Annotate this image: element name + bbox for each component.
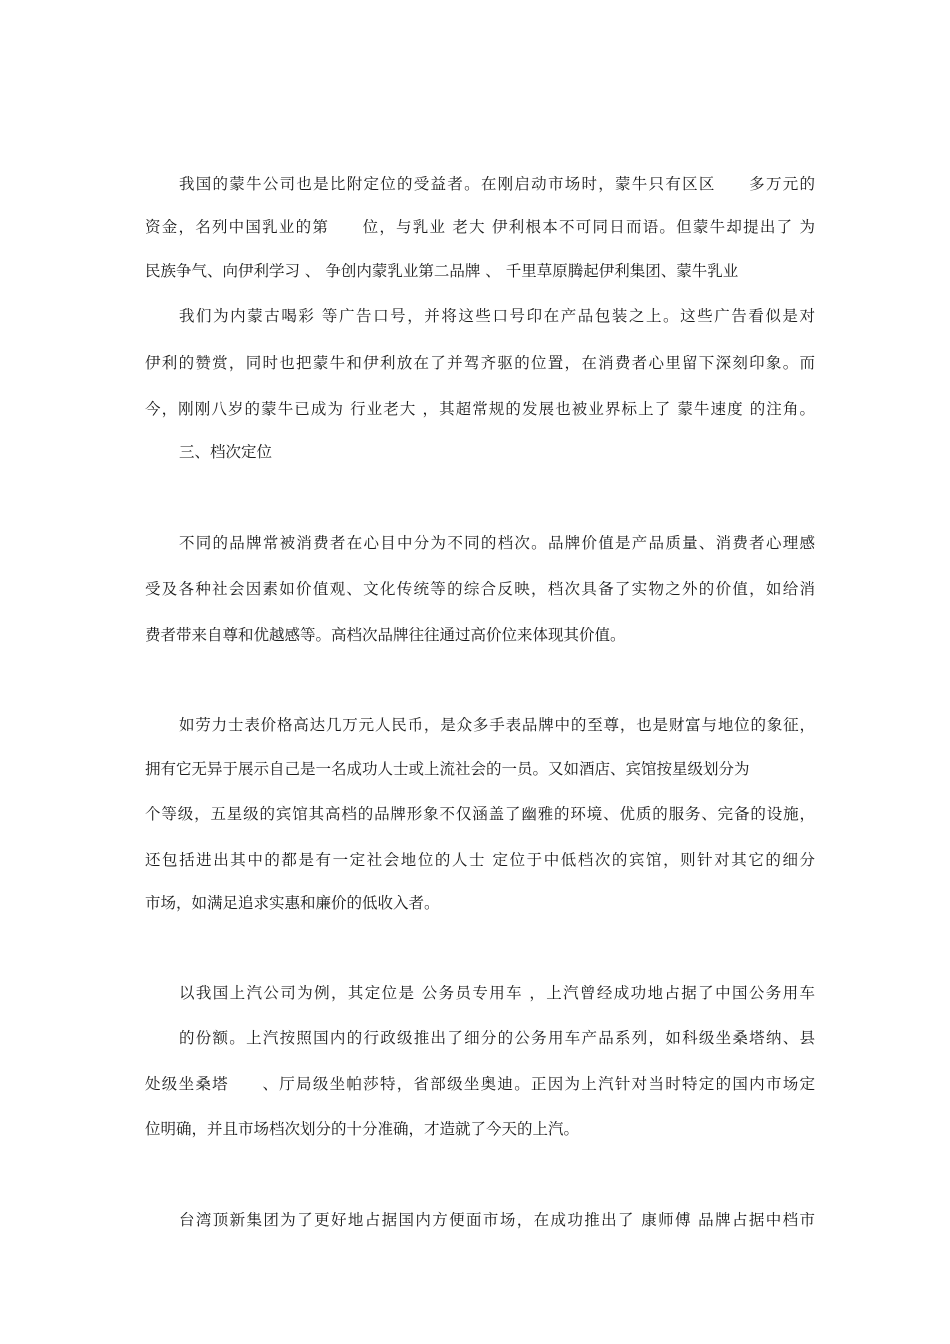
text-line: 如劳力士表价格高达几万元人民币，是众多手表品牌中的至尊，也是财富与地位的象征， <box>179 716 815 734</box>
text-line: 市场，如满足追求实惠和廉价的低收入者。 <box>145 894 440 912</box>
text-line: 的份额。上汽按照国内的行政级推出了细分的公务用车产品系列，如科级坐桑塔纳、县 <box>179 1029 815 1047</box>
text-line: 个等级，五星级的宾馆其高档的品牌形象不仅涵盖了幽雅的环境、优质的服务、完备的设施， <box>145 805 815 823</box>
text-line: 位明确，并且市场档次划分的十分准确，才造就了今天的上汽。 <box>145 1120 580 1138</box>
text-line: 伊利的赞赏，同时也把蒙牛和伊利放在了并驾齐驱的位置，在消费者心里留下深刻印象。而 <box>145 354 815 372</box>
text-line: 处级坐桑塔 、厅局级坐帕莎特，省部级坐奥迪。正因为上汽针对当时特定的国内市场定 <box>145 1075 815 1093</box>
text-line: 台湾顶新集团为了更好地占据国内方便面市场，在成功推出了 康师傅 品牌占据中档市 <box>179 1211 815 1229</box>
section-heading: 三、档次定位 <box>179 443 273 461</box>
text-line: 受及各种社会因素如价值观、文化传统等的综合反映，档次具备了实物之外的价值，如给消 <box>145 580 815 598</box>
text-line: 拥有它无异于展示自己是一名成功人士或上流社会的一员。又如酒店、宾馆按星级划分为 <box>145 760 750 778</box>
text-line: 今，刚刚八岁的蒙牛已成为 行业老大 ，其超常规的发展也被业界标上了 蒙牛速度 的注角。 <box>145 400 815 418</box>
text-line: 我国的蒙牛公司也是比附定位的受益者。在刚启动市场时，蒙牛只有区区 多万元的 <box>179 175 815 193</box>
text-line: 不同的品牌常被消费者在心目中分为不同的档次。品牌价值是产品质量、消费者心理感 <box>179 534 815 552</box>
text-line: 我们为内蒙古喝彩 等广告口号，并将这些口号印在产品包装之上。这些广告看似是对 <box>179 307 815 325</box>
text-line: 还包括进出其中的都是有一定社会地位的人士 定位于中低档次的宾馆，则针对其它的细分 <box>145 851 815 869</box>
text-line: 资金，名列中国乳业的第 位，与乳业 老大 伊利根本不可同日而语。但蒙牛却提出了 为 <box>145 218 815 236</box>
text-line: 民族争气、向伊利学习 、 争创内蒙乳业第二品牌 、 千里草原腾起伊利集团、蒙牛乳业 <box>145 262 739 280</box>
text-line: 费者带来自尊和优越感等。高档次品牌往往通过高价位来体现其价值。 <box>145 626 626 644</box>
text-line: 以我国上汽公司为例，其定位是 公务员专用车 ，上汽曾经成功地占据了中国公务用车 <box>179 984 815 1002</box>
